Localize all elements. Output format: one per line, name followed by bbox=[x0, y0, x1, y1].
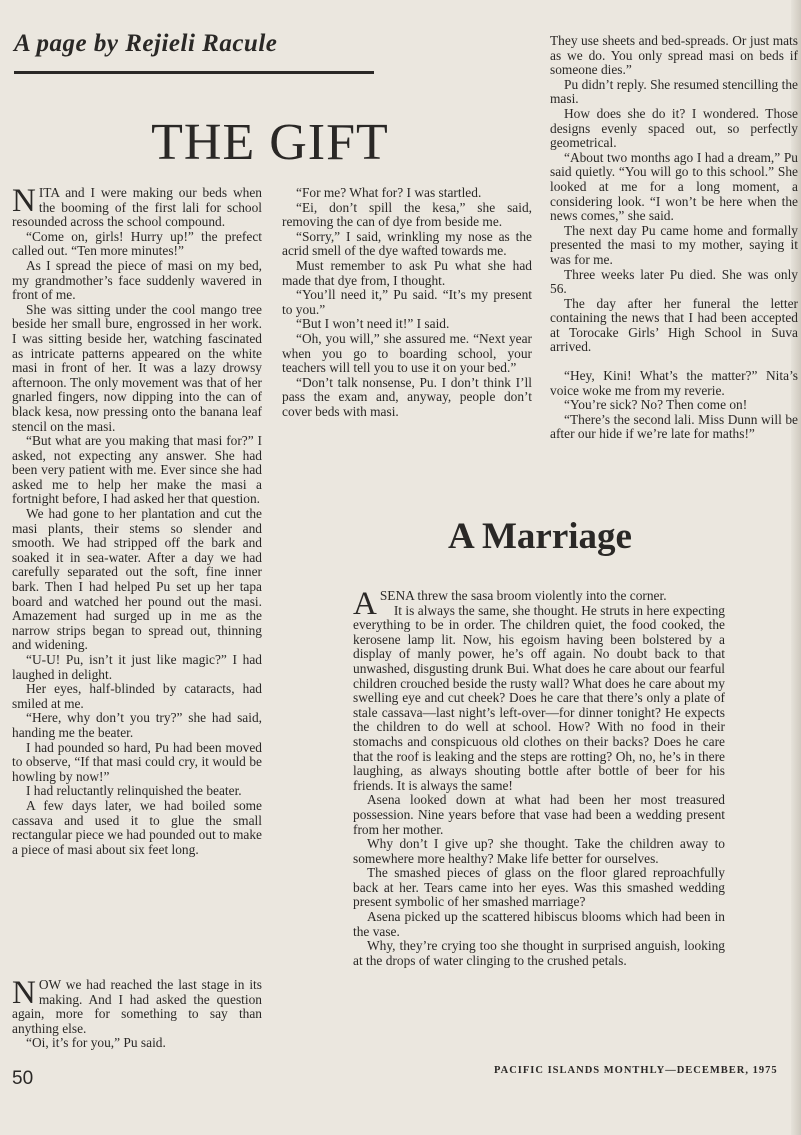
gift-paragraph: I had pounded so hard, Pu had been moved to observe, “If that masi could cry, it would be howling by now!” bbox=[12, 739, 262, 784]
marriage-paragraph: It is always the same, she thought. He struts in here expecting everything to be in order. The children quiet, the food cooked, the kerosene lamp lit. Now, his egoism having been bolstered by a display of manly power, he’s off again. No doubt back to that unwashed, disgusting drunk Bui. What does he care about our fearful children crouched beside the rusty wall? What does he care about my swelling eye and cut cheek? Does he care that there’s only a plate of stale cassava—last night’s left-over—for dinner tonight? He expects the children to do well at school. How? With no food in their stomachs and conspicuous old clothes on their backs? Does he care that the roof is leaking and the steps are rotting? Oh, no, he’s in there laughing, as always shouting bottle after bottle of beer for his friends. It is always the same! bbox=[353, 602, 725, 793]
marriage-paragraph: The smashed pieces of glass on the floor glared reproachfully back at her. Tears came into her eyes. Was this smashed wedding present symbolic of her smashed marriage? bbox=[353, 865, 725, 910]
story-title-gift: THE GIFT bbox=[151, 114, 389, 171]
gift-paragraph: NOW we had reached the last stage in its making. And I had asked the question again, more for something to say than anything else. bbox=[12, 975, 262, 1036]
gift-paragraph: “You’re sick? No? Then come on! bbox=[564, 397, 748, 413]
story-title-marriage: A Marriage bbox=[448, 516, 632, 557]
gift-paragraph: “You’ll need it,” Pu said. “It’s my present to you.” bbox=[282, 287, 532, 317]
gift-paragraph: A few days later, we had boiled some cassava and used it to glue the small rectangular piece we had pounded out to make a piece of masi about six feet long. bbox=[12, 797, 262, 857]
gift-paragraph: “There’s the second lali. Miss Dunn will be after our hide if we’re late for maths!” bbox=[550, 411, 798, 442]
gift-paragraph: “But what are you making that masi for?” I asked, not expecting any answer. She had been very patient with me. Ever since she had asked me to help her make the masi a fortnight before, I had asked her that question. bbox=[12, 433, 262, 507]
gift-paragraph: “Ei, don’t spill the kesa,” she said, removing the can of dye from beside me. bbox=[282, 199, 532, 230]
drop-cap-n-2: N bbox=[12, 975, 36, 1011]
marriage-paragraph: Why, they’re crying too she thought in surprised anguish, looking at the drops of water clinging to the crushed petals. bbox=[353, 938, 725, 968]
marriage-body bbox=[353, 586, 725, 968]
publication-footer: PACIFIC ISLANDS MONTHLY—DECEMBER, 1975 bbox=[494, 1065, 778, 1076]
drop-cap-n: N bbox=[12, 183, 36, 219]
gift-paragraph: “Sorry,” I said, wrinkling my nose as the acrid smell of the dye wafted towards me. bbox=[282, 228, 532, 259]
gift-paragraph: “For me? What for? I was startled. bbox=[296, 185, 482, 200]
gift-paragraph: The next day Pu came home and formally presented the masi to my mother, saying it was for me. bbox=[550, 222, 798, 267]
gift-paragraph: “Hey, Kini! What’s the matter?” Nita’s voice woke me from my reverie. bbox=[550, 368, 798, 398]
gift-paragraph: I had reluctantly relinquished the beater. bbox=[26, 783, 242, 799]
gift-paragraph: Three weeks later Pu died. She was only 56. bbox=[550, 266, 798, 297]
byline: A page by Rejieli Racule bbox=[14, 30, 278, 57]
drop-cap-a: A bbox=[353, 586, 377, 622]
gift-paragraph: “But I won’t need it!” I said. bbox=[296, 316, 450, 332]
gift-column-1-section-2 bbox=[12, 975, 262, 1051]
gift-paragraph: Her eyes, half-blinded by cataracts, had smiled at me. bbox=[12, 681, 262, 711]
gift-paragraph: The day after her funeral the letter containing the news that I had been accepted at Torocake Girls’ High School in Suva arrived. bbox=[550, 295, 798, 355]
gift-column-3 bbox=[550, 34, 798, 442]
gift-paragraph: They use sheets and bed-spreads. Or just mats as we do. You only spread masi on beds if someone dies.” bbox=[550, 33, 798, 78]
gift-paragraph: As I spread the piece of masi on my bed, my grandmother’s face suddenly wavered in front of me. bbox=[12, 257, 262, 303]
gift-paragraph: “Oi, it’s for you,” Pu said. bbox=[26, 1035, 166, 1051]
gift-column-1 bbox=[12, 183, 262, 857]
marriage-paragraph: Asena looked down at what had been her most treasured possession. Nine years before that vase had been a wedding present from her mother. bbox=[353, 792, 725, 837]
gift-paragraph: Pu didn’t reply. She resumed stencilling the masi. bbox=[550, 76, 798, 107]
gift-paragraph: “Don’t talk nonsense, Pu. I don’t think I’ll pass the exam and, anyway, people don’t cover beds with masi. bbox=[282, 374, 532, 419]
gift-paragraph: “Here, why don’t you try?” she had said, handing me the beater. bbox=[12, 710, 262, 740]
gift-paragraph: “Come on, girls! Hurry up!” the prefect called out. “Ten more minutes!” bbox=[12, 228, 262, 259]
byline-rule bbox=[14, 71, 374, 74]
marriage-paragraph: Why don’t I give up? she thought. Take the children away to somewhere more healthy? Make life better for ourselves. bbox=[353, 836, 725, 866]
gift-paragraph: “U-U! Pu, isn’t it just like magic?” I had laughed in delight. bbox=[12, 652, 262, 682]
gift-paragraph: Must remember to ask Pu what she had made that dye from, I thought. bbox=[282, 257, 532, 288]
gift-paragraph: She was sitting under the cool mango tree beside her small bure, engrossed in her work. I was sitting beside her, watching fascinated as intricate patterns appeared on the white masi in front of her. It was a lazy drowsy afternoon. The only movement was that of her gnarled fingers, now dipping into the can of black kesa, now pressing onto the banana leaf stencil on the masi. bbox=[12, 301, 262, 434]
gift-column-2 bbox=[282, 186, 532, 420]
gift-paragraph: “About two months ago I had a dream,” Pu said quietly. “You will go to this school.” She looked at me for a long moment, a considering look. “I won’t be here when the news comes,” she said. bbox=[550, 149, 798, 224]
marriage-paragraph: Asena picked up the scattered hibiscus blooms which had been in the vase. bbox=[353, 909, 725, 939]
gift-paragraph: We had gone to her plantation and cut the masi plants, their stems so slender and smooth. We had stripped off the bark and soaked it in sea-water. After a day we had carefully separated out the soft, fine inner bark. Then I had helped Pu set up her tapa board and watched her pound out the masi. Amazement had surged up in me as the narrow strips began to spread out, thinning and widening. bbox=[12, 506, 262, 653]
gift-paragraph: How does she do it? I wondered. Those designs evenly spaced out, so perfectly geometrical. bbox=[550, 105, 798, 151]
gift-paragraph: “Oh, you will,” she assured me. “Next year when you go to boarding school, your teachers will tell you to use it on your bed.” bbox=[282, 330, 532, 376]
page-number: 50 bbox=[12, 1068, 34, 1089]
gift-paragraph-1: NITA and I were making our beds when the booming of the first lali for school resounded across the school compound. bbox=[12, 183, 262, 230]
marriage-paragraph-1: ASENA threw the sasa broom violently into the corner. bbox=[353, 586, 667, 622]
